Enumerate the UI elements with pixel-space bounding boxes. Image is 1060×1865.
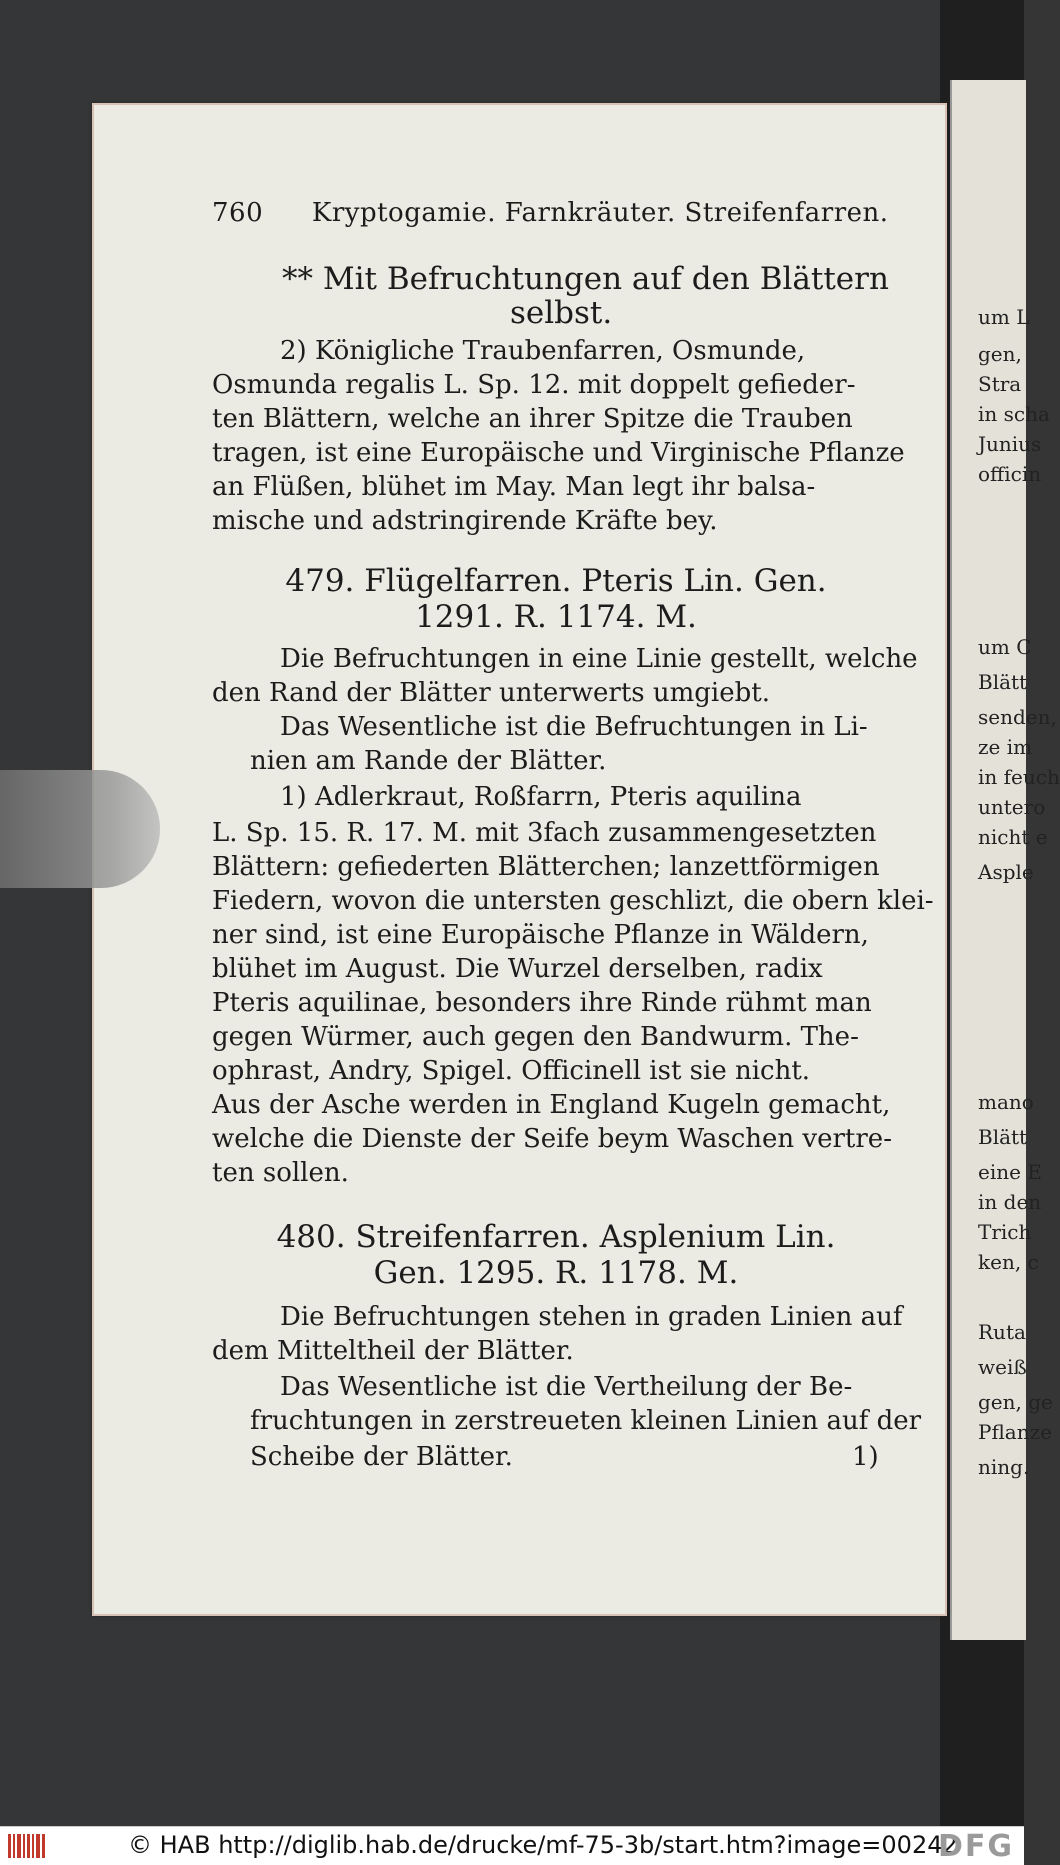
entry-subheading-480: Gen. 1295. R. 1178. M.: [373, 1255, 739, 1291]
facing-fragment: gen,: [978, 342, 1022, 366]
facing-fragment: mano: [978, 1090, 1034, 1114]
text-line: den Rand der Blätter unterwerts umgiebt.: [212, 678, 770, 708]
text-line: fruchtungen in zerstreueten kleinen Linien auf der: [250, 1406, 922, 1436]
text-line: blühet im August. Die Wurzel derselben, radix: [212, 954, 823, 984]
catchword: 1): [852, 1442, 879, 1472]
facing-fragment: ken, c: [978, 1250, 1039, 1274]
text-line: Die Befruchtungen in eine Linie gestellt, welche: [280, 644, 918, 674]
text-line: Scheibe der Blätter.: [250, 1442, 513, 1472]
text-line: Das Wesentliche ist die Befruchtungen in Li-: [280, 712, 868, 742]
facing-fragment: um L: [978, 305, 1030, 329]
text-line: tragen, ist eine Europäische und Virginische Pflanze: [212, 438, 905, 468]
facing-fragment: nicht e: [978, 825, 1048, 849]
facing-fragment: in scha: [978, 402, 1050, 426]
facing-fragment: Pflanze: [978, 1420, 1052, 1444]
text-line: L. Sp. 15. R. 17. M. mit 3fach zusammengesetzten: [212, 818, 877, 848]
page-number: 760: [212, 198, 264, 228]
facing-fragment: ze im: [978, 735, 1033, 759]
facing-page: [950, 80, 1060, 1640]
footer-source-link[interactable]: © HAB http://diglib.hab.de/drucke/mf-75-3b/start.htm?image=00242: [128, 1831, 958, 1859]
page-header: [212, 198, 889, 228]
section-heading: ** Mit Befruchtungen auf den Blättern: [282, 261, 889, 297]
facing-fragment: untero: [978, 795, 1046, 819]
text-line: Aus der Asche werden in England Kugeln gemacht,: [212, 1090, 891, 1120]
barcode-icon: [8, 1834, 46, 1858]
text-line: ophrast, Andry, Spigel. Officinell ist sie nicht.: [212, 1056, 811, 1086]
facing-fragment: gen, ge: [978, 1390, 1053, 1414]
text-line: ten Blättern, welche an ihrer Spitze die Trauben: [212, 404, 853, 434]
facing-fragment: officin: [978, 462, 1042, 486]
facing-fragment: Blätt: [978, 670, 1028, 694]
text-line: Blättern: gefiederten Blätterchen; lanzettförmigen: [212, 852, 880, 882]
text-line: Fiedern, wovon die untersten geschlizt, die obern klei-: [212, 886, 934, 916]
text-line: Osmunda regalis L. Sp. 12. mit doppelt gefieder-: [212, 370, 856, 400]
facing-fragment: ning.: [978, 1455, 1030, 1479]
text-line: ner sind, ist eine Europäische Pflanze in Wäldern,: [212, 920, 869, 950]
section-heading: selbst.: [510, 295, 613, 331]
text-line: mische und adstringirende Kräfte bey.: [212, 506, 718, 536]
text-line: nien am Rande der Blätter.: [250, 746, 607, 776]
facing-fragment: in feuch: [978, 765, 1060, 789]
scanner-tab-shadow: [0, 770, 160, 888]
facing-fragment: in den: [978, 1190, 1042, 1214]
entry-heading-480: 480. Streifenfarren. Asplenium Lin.: [276, 1219, 836, 1255]
text-line: an Flüßen, blühet im May. Man legt ihr balsa-: [212, 472, 816, 502]
facing-fragment: Ruta: [978, 1320, 1026, 1344]
facing-fragment: senden,: [978, 705, 1057, 729]
facing-fragment: Stra: [978, 372, 1022, 396]
text-line: 2) Königliche Traubenfarren, Osmunde,: [280, 336, 806, 366]
text-line: welche die Dienste der Seife beym Waschen vertre-: [212, 1124, 892, 1154]
text-line: ten sollen.: [212, 1158, 349, 1188]
facing-fragment: Asple: [978, 860, 1034, 884]
facing-fragment: um C: [978, 635, 1032, 659]
text-line: Pteris aquilinae, besonders ihre Rinde rühmt man: [212, 988, 872, 1018]
facing-fragment: Junius: [978, 432, 1042, 456]
text-line: Das Wesentliche ist die Vertheilung der Be-: [280, 1372, 853, 1402]
text-line: dem Mitteltheil der Blätter.: [212, 1336, 574, 1366]
dfg-logo: DFG: [937, 1829, 1014, 1864]
text-line: gegen Würmer, auch gegen den Bandwurm. The-: [212, 1022, 859, 1052]
text-line: 1) Adlerkraut, Roßfarrn, Pteris aquilina: [280, 782, 802, 812]
facing-fragment: Trich: [978, 1220, 1032, 1244]
running-title: Kryptogamie. Farnkräuter. Streifenfarren.: [311, 198, 889, 228]
entry-heading-479: 479. Flügelfarren. Pteris Lin. Gen.: [285, 563, 827, 599]
facing-fragment: weiß: [978, 1355, 1027, 1379]
facing-fragment: Blätt: [978, 1125, 1028, 1149]
footer-bar: [0, 1826, 1024, 1865]
facing-fragment: eine E: [978, 1160, 1042, 1184]
text-line: Die Befruchtungen stehen in graden Linien auf: [280, 1302, 903, 1332]
entry-subheading-479: 1291. R. 1174. M.: [415, 599, 697, 635]
